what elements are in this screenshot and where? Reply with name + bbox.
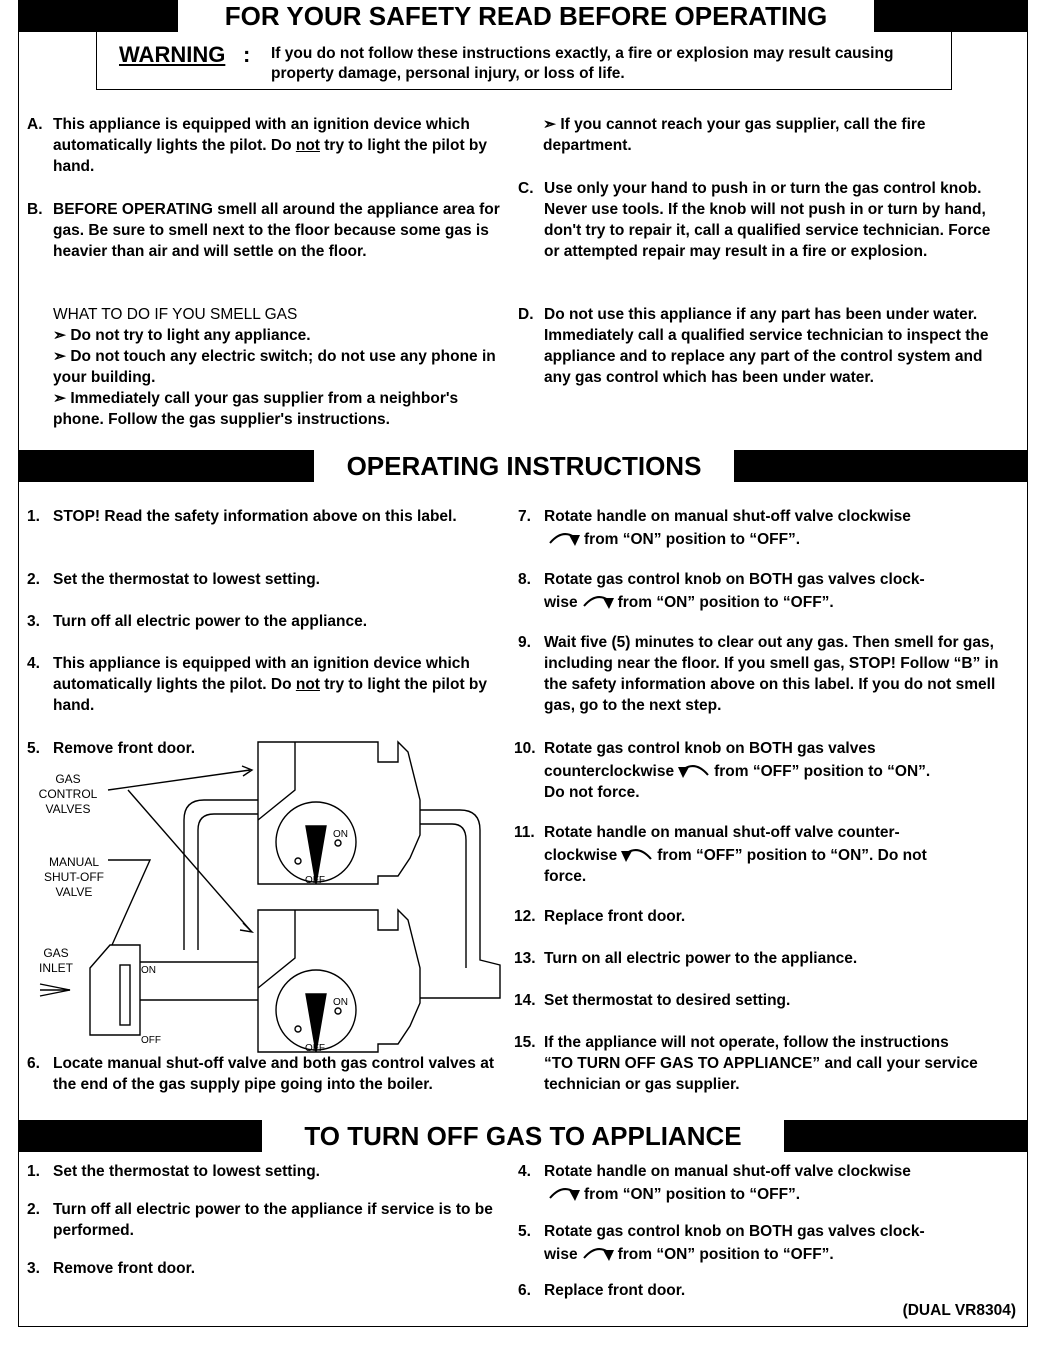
step-text: Turn off all electric power to the appliance. (53, 613, 368, 630)
item-letter: C. (518, 180, 534, 197)
step-number: 10. (514, 740, 536, 757)
upper-off-label: OFF (305, 875, 325, 886)
pipe (420, 810, 500, 998)
off-step-6 (518, 1280, 998, 1301)
step-text: from “ON” position to “OFF”. (617, 594, 834, 611)
step-number: 13. (514, 950, 536, 967)
op-step-8 (518, 569, 998, 613)
item-text: Do not use this appliance if any part has been under water. Immediately call a qualified service technician to inspect the appliance and to replace any part of the control system and any gas control which has been under water. (544, 306, 989, 386)
label-line: CONTROL (38, 787, 98, 801)
counterclockwise-arrow-icon (676, 759, 712, 779)
op-step-13 (514, 948, 1000, 969)
step-text: from “OFF” position to “ON”. Do not (657, 847, 927, 864)
step-text: Rotate gas control knob on BOTH gas valves clock- (544, 1223, 925, 1240)
off-step-3 (27, 1258, 512, 1279)
safety-title: FOR YOUR SAFETY READ BEFORE OPERATING (178, 0, 874, 32)
step-text: from “ON” position to “OFF”. (584, 531, 801, 548)
warning-colon: : (243, 42, 251, 67)
step-text: clockwise (544, 847, 618, 864)
smell-step: Do not touch any electric switch; do not use any phone in your building. (53, 348, 496, 386)
step-text: from “ON” position to “OFF”. (584, 1186, 801, 1203)
off-step-2 (27, 1199, 512, 1241)
step-number: 5. (518, 1223, 531, 1240)
upper-valve-detail (258, 742, 295, 820)
step-text: Do not force. (544, 784, 640, 801)
gas-control-valves-label (36, 772, 100, 817)
op-step-11 (514, 822, 1000, 887)
step-text: Rotate handle on manual shut-off valve clockwise (544, 1163, 911, 1180)
item-text: Use only your hand to push in or turn the gas control knob. Never use tools. If the knob will not push in or turn by hand, don't try to repair it, call a qualified service technician. Force or attempted repair may result in a fire or explosion. (544, 180, 991, 260)
step-number: 4. (27, 655, 40, 672)
label-line: GAS (43, 946, 69, 960)
step-text: from “OFF” position to “ON”. (714, 763, 931, 780)
upper-on-label: ON (333, 829, 348, 840)
manual-valve-body (90, 945, 140, 1035)
step-text: Set the thermostat to lowest setting. (53, 1163, 320, 1180)
step-number: 4. (518, 1163, 531, 1180)
arrow-icon: ➣ (53, 348, 66, 365)
step-text: If the appliance will not operate, follow the instructions “TO TURN OFF GAS TO APPLIANCE” and call your service technician or gas supplier. (544, 1034, 978, 1093)
step-number: 2. (27, 1201, 40, 1218)
op-step-12 (514, 906, 1000, 927)
op-step-9 (518, 632, 1000, 716)
step-number: 6. (27, 1055, 40, 1072)
leader-line (108, 860, 150, 945)
smell-step: If you cannot reach your gas supplier, call the fire department. (543, 116, 926, 154)
step-number: 1. (27, 1163, 40, 1180)
pilot-dot (295, 858, 301, 864)
step-text: Replace front door. (544, 908, 686, 925)
pilot-dot (295, 1026, 301, 1032)
smell-step: Do not try to light any appliance. (70, 327, 311, 344)
step-number: 8. (518, 571, 531, 588)
step-text: try to light the pilot by hand. (53, 676, 488, 714)
label-line: SHUT-OFF (44, 870, 104, 884)
step-number: 14. (514, 992, 536, 1009)
arrow-icon: ➣ (543, 116, 556, 133)
step-number: 9. (518, 634, 531, 651)
step-text: This appliance is equipped with an ignition device which automatically lights the pilot. Do (53, 655, 470, 693)
step-number: 15. (514, 1034, 536, 1051)
off-step-5 (518, 1221, 998, 1265)
turn-off-header-band (18, 1120, 1028, 1152)
item-letter: A. (27, 116, 43, 133)
warning-label: WARNING (119, 42, 226, 67)
operating-title: OPERATING INSTRUCTIONS (314, 450, 734, 482)
step-text: STOP! Read the safety information above on this label. (53, 508, 457, 525)
step-number: 3. (27, 613, 40, 630)
step-text: Turn off all electric power to the appliance if service is to be performed. (53, 1201, 493, 1239)
step-text: Set thermostat to desired setting. (544, 992, 791, 1009)
op-step-15 (514, 1032, 980, 1095)
emphasis-not: not (295, 676, 320, 693)
step-text: Rotate gas control knob on BOTH gas valves (544, 740, 876, 757)
emphasis-not: not (295, 137, 320, 154)
turn-off-title: TO TURN OFF GAS TO APPLIANCE (262, 1120, 784, 1152)
clockwise-arrow-icon (580, 1242, 616, 1262)
manual-off-label: OFF (141, 1035, 161, 1046)
step-text: wise (544, 1246, 578, 1263)
step-text: from “ON” position to “OFF”. (617, 1246, 834, 1263)
op-step-6 (27, 1053, 517, 1095)
arrow-icon: ➣ (53, 327, 66, 344)
label-line: MANUAL (48, 855, 99, 869)
op-step-10 (514, 738, 1000, 803)
op-step-7 (518, 506, 998, 550)
step-text: force. (544, 868, 587, 885)
step-text: Wait five (5) minutes to clear out any gas. Then smell for gas, including near the floor. If you smell gas, STOP! Follow “B” in the safety information above on this label. If you do not smell gas, go to the next step. (544, 634, 999, 714)
step-text: Locate manual shut-off valve and both gas control valves at the end of the gas supply pipe going into the boiler. (53, 1055, 494, 1093)
lower-off-label: OFF (305, 1043, 325, 1054)
step-text: counterclockwise (544, 763, 675, 780)
counterclockwise-arrow-icon (619, 843, 655, 863)
clockwise-arrow-icon (546, 527, 582, 547)
off-step-1 (27, 1161, 512, 1182)
step-number: 3. (27, 1260, 40, 1277)
step-text: Set the thermostat to lowest setting. (53, 571, 320, 588)
step-text: Remove front door. (53, 740, 196, 757)
manual-valve-label (36, 855, 112, 900)
label-line: GAS (55, 772, 81, 786)
lower-valve-detail (258, 910, 295, 988)
off-step-4 (518, 1161, 998, 1205)
step-number: 7. (518, 508, 531, 525)
gas-inlet-label (34, 946, 78, 976)
model-number: (DUAL VR8304) (902, 1302, 1016, 1319)
label-line: VALVES (45, 802, 91, 816)
step-text: Rotate gas control knob on BOTH gas valves clock- (544, 571, 925, 588)
step-text: Turn on all electric power to the appliance. (544, 950, 858, 967)
label-line: INLET (38, 961, 73, 975)
leader-line (108, 770, 250, 790)
clockwise-arrow-icon (580, 590, 616, 610)
warning-text: If you do not follow these instructions exactly, a fire or explosion may result causing property damage, personal injury, or loss of life. (271, 45, 894, 82)
step-number: 2. (27, 571, 40, 588)
step-number: 12. (514, 908, 536, 925)
step-text: Remove front door. (53, 1260, 196, 1277)
smell-gas-heading: WHAT TO DO IF YOU SMELL GAS (53, 306, 298, 323)
item-letter: B. (27, 201, 43, 218)
item-letter: D. (518, 306, 534, 323)
item-text: This appliance is equipped with an ignition device which automatically lights the pilot. Do (53, 116, 470, 154)
lower-on-label: ON (333, 997, 348, 1008)
smell-step: Immediately call your gas supplier from a neighbor's phone. Follow the gas supplier's instructions. (53, 390, 459, 428)
step-number: 6. (518, 1282, 531, 1299)
step-number: 1. (27, 508, 40, 525)
op-step-14 (514, 990, 1000, 1011)
manual-valve-handle (120, 965, 130, 1025)
pipe (420, 824, 466, 968)
step-text: Rotate handle on manual shut-off valve clockwise (544, 508, 911, 525)
label-line: VALVE (55, 885, 93, 899)
step-number: 5. (27, 740, 40, 757)
item-text: try to light the pilot by hand. (53, 137, 488, 175)
arrow-icon: ➣ (53, 390, 66, 407)
manual-on-label: ON (141, 965, 156, 976)
step-text: wise (544, 594, 578, 611)
step-number: 11. (514, 824, 535, 841)
step-text: Replace front door. (544, 1282, 686, 1299)
step-text: Rotate handle on manual shut-off valve counter- (544, 824, 900, 841)
clockwise-arrow-icon (546, 1182, 582, 1202)
item-text: BEFORE OPERATING smell all around the appliance area for gas. Be sure to smell next to the floor because some gas is heavier than air and will settle on the floor. (53, 201, 500, 260)
